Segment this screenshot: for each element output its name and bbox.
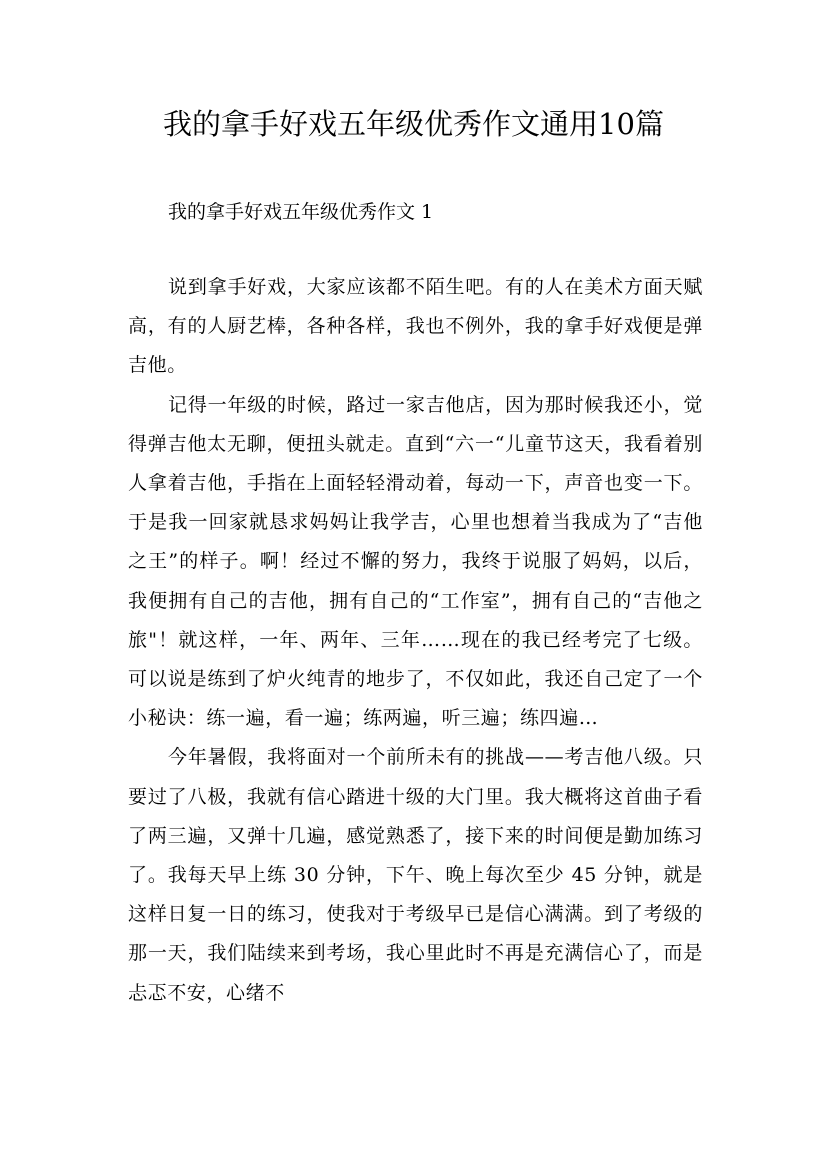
paragraph-3: 今年暑假，我将面对一个前所未有的挑战——考吉他八级。只要过了八极，我就有信心踏进十级的大门里。我大概将这首曲子看了两三遍，又弹十几遍，感觉熟悉了，接下来的时间便是勤加练习了。我每天早上练 30 分钟，下午、晚上每次至少 45 分钟，就是这样日复一日的练习，使我对于考级早已是信心满满。到了考级的那一天，我们陆续来到考场，我心里此时不再是充满信心了，而是忐忑不安，心绪不 bbox=[128, 746, 703, 1004]
document-body bbox=[128, 268, 703, 1013]
document-title: 我的拿手好戏五年级优秀作文通用10篇 bbox=[163, 107, 664, 141]
paragraph-1: 说到拿手好戏，大家应该都不陌生吧。有的人在美术方面天赋高，有的人厨艺棒，各种各样，我也不例外，我的拿手好戏便是弹吉他。 bbox=[128, 276, 703, 377]
section-heading: 我的拿手好戏五年级优秀作文 1 bbox=[168, 201, 434, 223]
paragraph-2: 记得一年级的时候，路过一家吉他店，因为那时候我还小，觉得弹吉他太无聊，便扭头就走。直到“六一“儿童节这天，我看着别人拿着吉他，手指在上面轻轻滑动着，每动一下，声音也变一下。于是我一回家就恳求妈妈让我学吉，心里也想着当我成为了“吉他之王”的样子。啊！经过不懈的努力，我终于说服了妈妈，以后，我便拥有自己的吉他，拥有自己的“工作室”，拥有自己的“吉他之旅"！就这样，一年、两年、三年……现在的我已经考完了七级。可以说是练到了炉火纯青的地步了，不仅如此，我还自己定了一个小秘诀：练一遍，看一遍；练两遍，听三遍；练四遍… bbox=[128, 393, 703, 730]
